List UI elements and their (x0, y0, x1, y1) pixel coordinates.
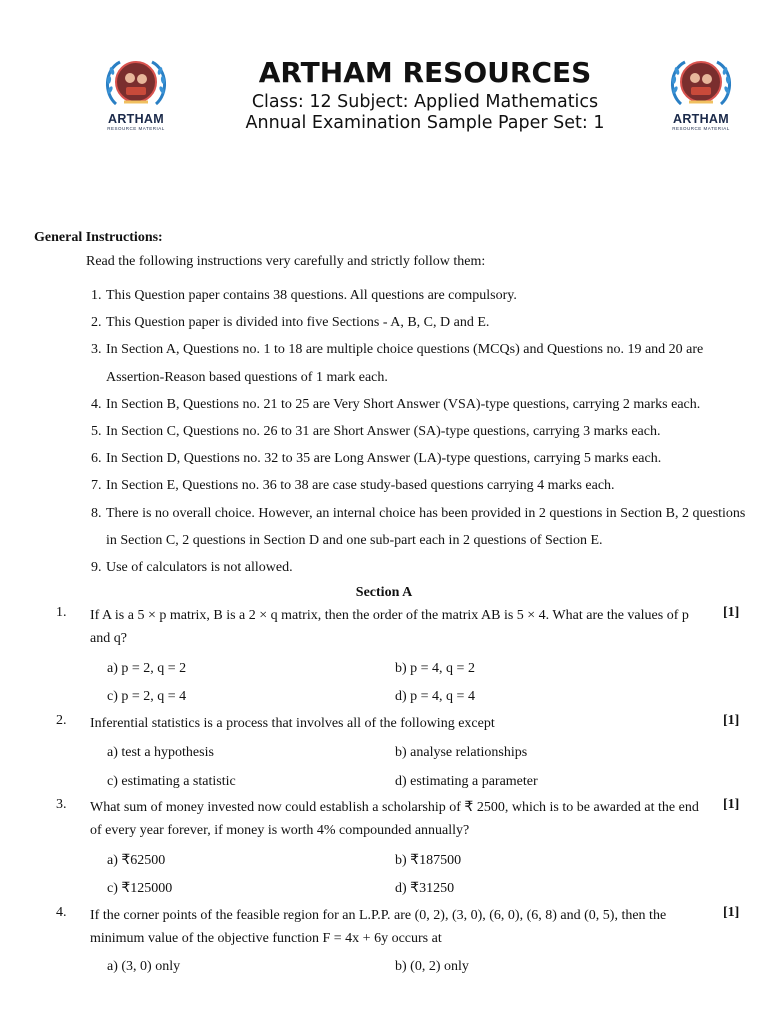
question-marks: [1] (723, 905, 740, 920)
instruction-item (91, 445, 751, 472)
class-subject-line: Class: 12 Subject: Applied Mathematics (251, 92, 599, 112)
instruction-item (91, 282, 751, 309)
instruction-item (91, 309, 751, 336)
option-b: b) p = 4, q = 2 (395, 661, 475, 676)
instruction-text: In Section D, Questions no. 32 to 35 are Long Answer (LA)-type questions, carrying 5 marks each. (106, 451, 662, 467)
logo-emblem-icon (661, 54, 741, 114)
instruction-text: This Question paper contains 38 questions. All questions are compulsory. (106, 288, 517, 303)
logo-tagline: RESOURCE MATERIAL (672, 126, 730, 131)
question-number: 3. (56, 797, 67, 812)
option-c: c) ₹125000 (107, 881, 173, 896)
logo-emblem-icon (96, 54, 176, 114)
question-text: What sum of money invested now could establish a scholarship of ₹ 2500, which is to be awarded at the end of every year forever, if money is worth 4% compounded annually? (90, 800, 699, 838)
artham-logo-left (96, 54, 176, 136)
option-a: a) ₹62500 (107, 853, 166, 868)
option-a: a) (3, 0) only (107, 959, 181, 974)
instructions-list (91, 282, 751, 581)
question-marks: [1] (723, 797, 740, 812)
question-number: 4. (56, 905, 67, 920)
instruction-text: Use of calculators is not allowed. (106, 560, 293, 576)
instruction-item (91, 554, 751, 581)
option-d: d) ₹31250 (395, 881, 455, 896)
question-number: 2. (56, 713, 67, 728)
logo-tagline: RESOURCE MATERIAL (107, 126, 165, 131)
option-d: d) estimating a parameter (395, 774, 538, 789)
instruction-text: This Question paper is divided into five Sections - A, B, C, D and E. (106, 315, 490, 331)
instruction-item (91, 336, 751, 390)
instruction-item (91, 418, 751, 445)
instruction-number: 6. (91, 451, 102, 467)
instruction-text: In Section B, Questions no. 21 to 25 are Very Short Answer (VSA)-type questions, carrying 2 marks each. (106, 396, 701, 412)
question-text: Inferential statistics is a process that involves all of the following except (90, 716, 495, 731)
option-b: b) ₹187500 (395, 853, 462, 868)
instruction-text: In Section C, Questions no. 26 to 31 are Short Answer (SA)-type questions, carrying 3 marks each. (106, 424, 661, 440)
question-text: If the corner points of the feasible region for an L.P.P. are (0, 2), (3, 0), (6, 0), (6, 8) and (0, 5), then the minimum value of the objective function F = 4x + 6y occurs at (90, 908, 667, 946)
question-marks: [1] (723, 605, 740, 620)
exam-set-line: Annual Examination Sample Paper Set: 1 (245, 113, 605, 133)
page-title: ARTHAM RESOURCES (258, 56, 592, 89)
instruction-text: There is no overall choice. However, an internal choice has been provided in 2 questions in Section B, 2 questions in Section C, 2 questions in Section D and one sub-part each in 2 questions of Section E. (106, 505, 746, 548)
option-c: c) estimating a statistic (107, 774, 236, 789)
instruction-number: 1. (91, 288, 102, 303)
instruction-text: In Section E, Questions no. 36 to 38 are case study-based questions carrying 4 marks each. (106, 478, 615, 494)
instruction-item (91, 472, 751, 499)
instruction-number: 8. (91, 505, 102, 521)
option-a: a) p = 2, q = 2 (107, 661, 187, 676)
logo-wordmark: ARTHAM (673, 112, 729, 126)
instruction-number: 7. (91, 478, 102, 494)
instruction-number: 4. (91, 396, 102, 412)
section-a-title: Section A (355, 585, 413, 600)
question-text: If A is a 5 × p matrix, B is a 2 × q matrix, then the order of the matrix AB is 5 × 4. What are the values of p and q? (90, 608, 689, 646)
instruction-number: 3. (91, 342, 102, 358)
instruction-text: In Section A, Questions no. 1 to 18 are multiple choice questions (MCQs) and Questions no. 19 and 20 are Assertion-Reason based questions of 1 mark each. (106, 342, 704, 385)
instruction-item (91, 500, 751, 554)
page-header (0, 50, 768, 145)
question-number: 1. (56, 605, 67, 620)
question-marks: [1] (723, 713, 740, 728)
option-a: a) test a hypothesis (107, 745, 214, 760)
logo-wordmark: ARTHAM (108, 112, 164, 126)
option-b: b) (0, 2) only (395, 959, 469, 974)
option-c: c) p = 2, q = 4 (107, 689, 187, 704)
option-d: d) p = 4, q = 4 (395, 689, 475, 704)
instruction-item (91, 391, 751, 418)
instruction-number: 2. (91, 315, 102, 331)
instructions-heading: General Instructions: (34, 230, 163, 245)
option-b: b) analyse relationships (395, 745, 528, 760)
instruction-number: 5. (91, 424, 102, 440)
instruction-number: 9. (91, 560, 102, 576)
instructions-intro: Read the following instructions very carefully and strictly follow them: (86, 254, 486, 269)
artham-logo-right (661, 54, 741, 136)
